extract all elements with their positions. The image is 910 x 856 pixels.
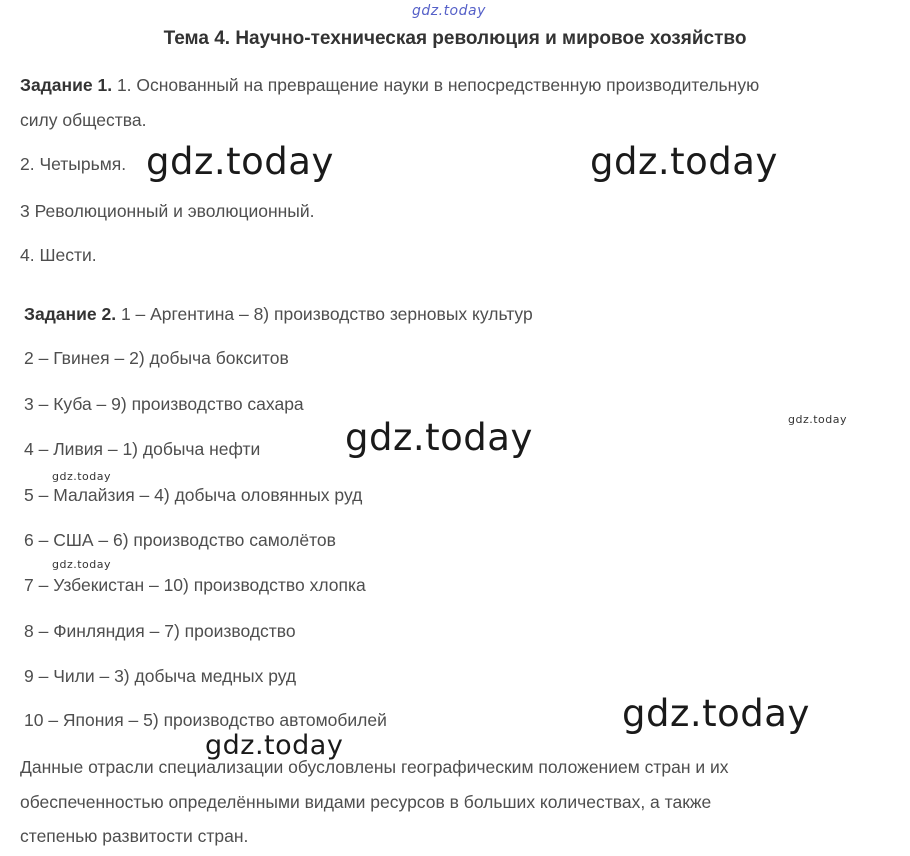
task1-line-1-text: 1. Основанный на превращение науки в непосредственную производительную <box>116 75 760 95</box>
watermark-6: gdz.today <box>52 558 112 571</box>
task1-label: Задание 1. <box>20 75 113 95</box>
task1-line-2: силу общества. <box>20 110 147 130</box>
task2-line-1 <box>24 303 533 325</box>
watermark-3: gdz.today <box>345 416 533 459</box>
watermark-2: gdz.today <box>590 140 778 183</box>
watermark-1: gdz.today <box>146 140 334 183</box>
watermark-top: gdz.today <box>412 3 486 19</box>
conclusion-line-1: Данные отрасли специализации обусловлены географическим положением стран и их <box>20 757 729 777</box>
task2-line-6: 6 – США – 6) производство самолётов <box>24 530 336 550</box>
task2-line-3: 3 – Куба – 9) производство сахара <box>24 394 304 414</box>
task1-line-5: 4. Шести. <box>20 245 97 265</box>
task2-line-8: 8 – Финляндия – 7) производство <box>24 621 296 641</box>
watermark-8: gdz.today <box>205 730 344 761</box>
task2-line-10: 10 – Япония – 5) производство автомобилей <box>24 710 387 730</box>
task2-line-5: 5 – Малайзия – 4) добыча оловянных руд <box>24 485 363 505</box>
task2-line-1-text: 1 – Аргентина – 8) производство зерновых культур <box>120 304 533 324</box>
watermark-5: gdz.today <box>52 470 112 483</box>
watermark-7: gdz.today <box>622 692 810 735</box>
task2-line-2: 2 – Гвинея – 2) добыча бокситов <box>24 348 289 368</box>
conclusion-line-2: обеспеченностью определёнными видами ресурсов в больших количествах, а также <box>20 792 712 812</box>
task2-label: Задание 2. <box>24 304 117 324</box>
watermark-4: gdz.today <box>788 413 848 426</box>
task1-line-1 <box>20 74 759 96</box>
task2-line-7: 7 – Узбекистан – 10) производство хлопка <box>24 575 366 595</box>
task1-line-3: 2. Четырьмя. <box>20 154 127 174</box>
page-title: Тема 4. Научно-техническая революция и мировое хозяйство <box>163 28 747 49</box>
task1-line-4: 3 Революционный и эволюционный. <box>20 201 315 221</box>
task2-line-9: 9 – Чили – 3) добыча медных руд <box>24 666 297 686</box>
conclusion-line-3: степенью развитости стран. <box>20 826 249 846</box>
task2-line-4: 4 – Ливия – 1) добыча нефти <box>24 439 261 459</box>
